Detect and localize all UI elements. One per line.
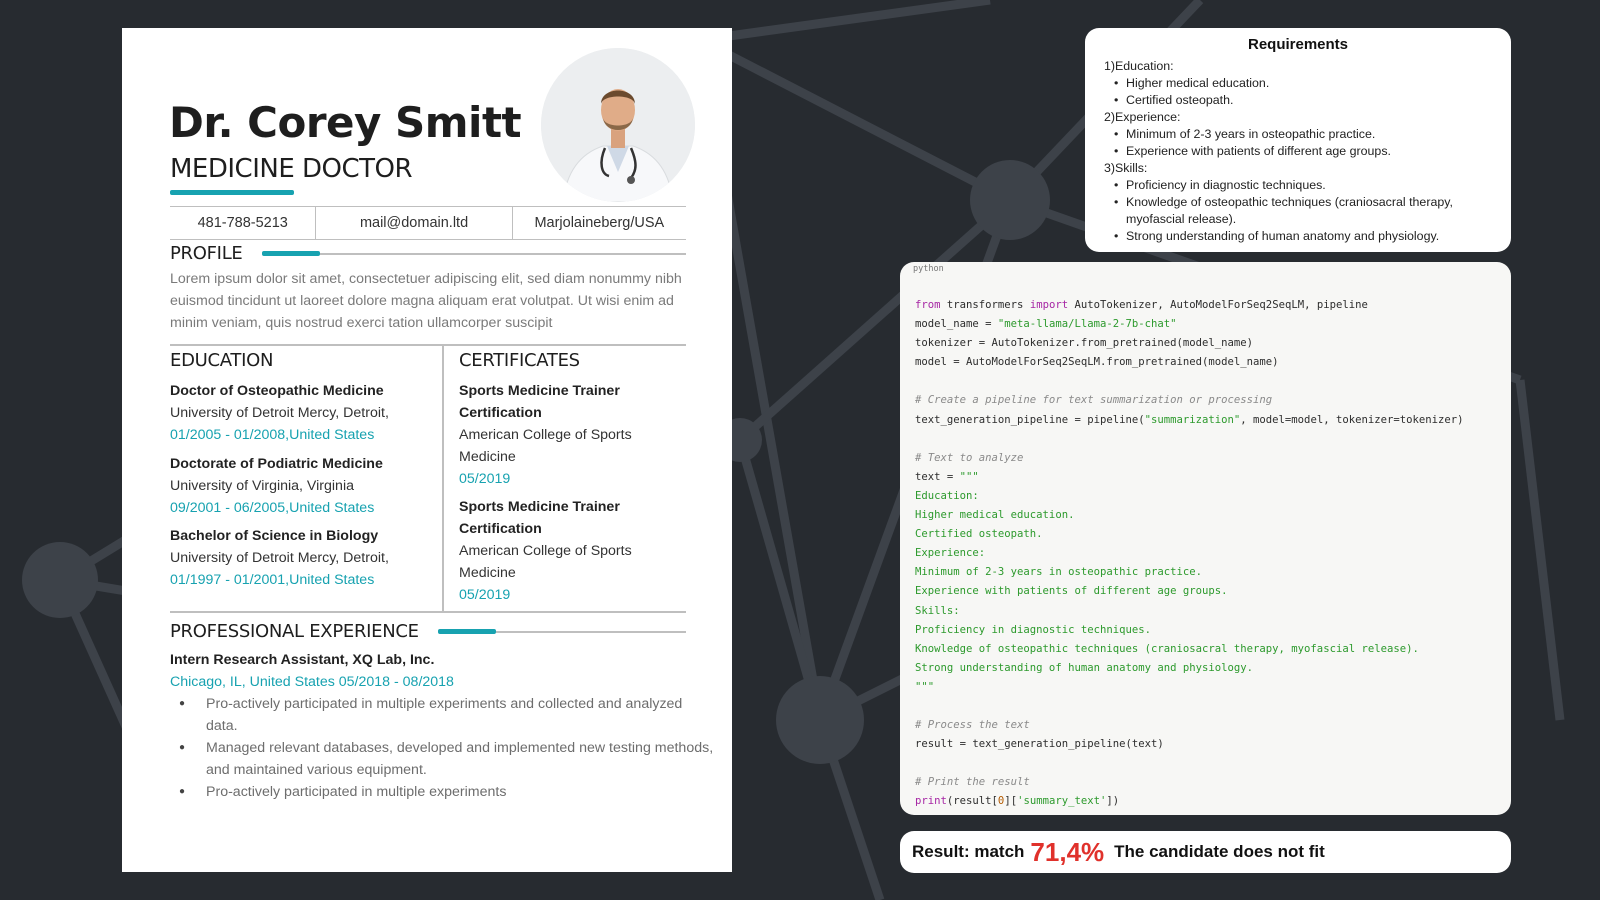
code-string-line: Knowledge of osteopathic techniques (craniosacral therapy, myofascial release). (915, 642, 1419, 655)
experience-bullets (170, 693, 716, 803)
result-verdict: The candidate does not fit (1114, 842, 1325, 861)
certificate-item (459, 496, 699, 606)
requirement-section-heading: 3)Skills: (1104, 161, 1148, 175)
certificate-name: Certification (459, 521, 542, 537)
certificate-org: American College of Sports (459, 427, 632, 443)
code-string-line: Strong understanding of human anatomy and physiology. (915, 661, 1254, 674)
code-token: 'summary_text' (1017, 795, 1107, 808)
doctor-portrait-icon (541, 48, 695, 202)
education-dates: 01/1997 - 01/2001,United States (170, 572, 375, 588)
code-string-line: Education: (915, 489, 979, 502)
school-name: University of Detroit Mercy, Detroit, (170, 405, 389, 421)
requirements-list (1104, 58, 1504, 245)
experience-heading: PROFESSIONAL EXPERIENCE (170, 621, 419, 642)
resume-name: Dr. Corey Smitt (169, 98, 522, 147)
code-token: print (915, 795, 947, 808)
code-token: import (1029, 299, 1069, 311)
code-token: (result[ (946, 795, 998, 808)
requirement-item: • Experience with patients of different age groups. (1126, 143, 1504, 160)
list-item: ● Pro-actively participated in multiple experiments (206, 781, 716, 803)
education-dates: 01/2005 - 01/2008,United States (170, 427, 375, 443)
resume-document (122, 28, 732, 872)
code-token: from (915, 299, 941, 311)
profile-accent-bar (262, 251, 320, 256)
experience-role: Intern Research Assistant, XQ Lab, Inc. (170, 652, 435, 668)
certificate-name: Sports Medicine Trainer (459, 383, 620, 399)
requirements-card (1085, 28, 1511, 252)
divider (170, 344, 686, 346)
education-item (170, 453, 440, 519)
code-string-line: Proficiency in diagnostic techniques. (915, 623, 1151, 636)
list-item: ● Managed relevant databases, developed and implemented new testing methods, and maintained various equipment. (206, 737, 716, 781)
code-line: tokenizer = AutoTokenizer.from_pretrained(model_name) (915, 337, 1254, 350)
requirement-item: • Minimum of 2-3 years in osteopathic practice. (1126, 126, 1504, 143)
code-comment: # Process the text (915, 719, 1030, 732)
code-content[interactable] (915, 296, 1464, 812)
requirement-item: • Strong understanding of human anatomy and physiology. (1126, 228, 1504, 245)
contact-info-bar (170, 206, 686, 240)
code-line: result = text_generation_pipeline(text) (915, 738, 1164, 751)
code-string-line: Minimum of 2-3 years in osteopathic practice. (915, 566, 1203, 579)
code-comment: # Create a pipeline for text summarization or processing (915, 394, 1273, 407)
code-language-label: python (913, 264, 944, 274)
certificates-heading: CERTIFICATES (459, 350, 580, 371)
certificate-org: Medicine (459, 565, 516, 581)
profile-heading: PROFILE (170, 243, 243, 264)
code-token: text_generation_pipeline = pipeline( (915, 413, 1145, 426)
code-token: ]) (1106, 795, 1120, 808)
education-item (170, 525, 440, 591)
education-heading: EDUCATION (170, 350, 274, 371)
code-comment: # Print the result (915, 776, 1030, 789)
column-divider (442, 345, 444, 611)
match-percentage: 71,4% (1030, 836, 1105, 867)
certificate-name: Sports Medicine Trainer (459, 499, 620, 515)
requirement-item: • Higher medical education. (1126, 75, 1504, 92)
school-name: University of Detroit Mercy, Detroit, (170, 550, 389, 566)
code-token: 0 (997, 795, 1005, 808)
requirement-section-heading: 2)Experience: (1104, 110, 1181, 124)
profile-text: Lorem ipsum dolor sit amet, consectetuer adipiscing elit, sed diam nonummy nibh euismod tincidunt ut laoreet dolore magna aliquam erat volutpat. Ut wisi enim ad minim veniam, quis nostrud exerci tation ullamcorper suscipit (170, 271, 682, 331)
degree-name: Bachelor of Science in Biology (170, 528, 379, 544)
requirement-item: • Certified osteopath. (1126, 92, 1504, 109)
code-token: , model=model, tokenizer=tokenizer) (1240, 413, 1464, 426)
experience-item (170, 649, 690, 693)
experience-accent-bar (438, 629, 496, 634)
code-token: ][ (1004, 795, 1018, 808)
contact-email[interactable]: mail@domain.ltd (315, 207, 511, 239)
title-accent-bar (170, 190, 294, 195)
code-token: text = (915, 470, 960, 483)
code-string-line: Skills: (915, 604, 960, 617)
certificate-name: Certification (459, 405, 542, 421)
requirement-item: • Proficiency in diagnostic techniques. (1126, 177, 1504, 194)
code-comment: # Text to analyze (915, 451, 1024, 464)
resume-job-title: MEDICINE DOCTOR (170, 154, 413, 184)
code-block[interactable] (900, 262, 1511, 815)
profile-rule (320, 253, 686, 255)
school-name: University of Virginia, Virginia (170, 478, 354, 494)
list-item: ● Pro-actively participated in multiple experiments and collected and analyzed data. (206, 693, 716, 737)
code-string-line: Certified osteopath. (915, 528, 1043, 541)
certificate-org: Medicine (459, 449, 516, 465)
code-token: transformers (940, 299, 1030, 311)
code-token: AutoTokenizer, AutoModelForSeq2SeqLM, pipeline (1068, 299, 1368, 311)
experience-rule (496, 631, 686, 633)
degree-name: Doctorate of Podiatric Medicine (170, 456, 383, 472)
code-token: model_name = (915, 318, 998, 331)
code-string-line: Experience: (915, 547, 986, 560)
requirement-section-heading: 1)Education: (1104, 59, 1174, 73)
requirements-title: Requirements (1247, 36, 1349, 53)
certificate-date: 05/2019 (459, 587, 511, 603)
code-token: "meta-llama/Llama-2-7b-chat" (997, 318, 1177, 331)
result-label: Result: match (912, 842, 1025, 861)
contact-location: Marjolaineberg/USA (512, 207, 686, 239)
code-string-line: Experience with patients of different age groups. (915, 585, 1228, 598)
result-bar (900, 831, 1511, 873)
code-token: "summarization" (1144, 413, 1241, 426)
certificate-item (459, 380, 699, 490)
education-item (170, 380, 440, 446)
code-token: """ (959, 470, 979, 483)
degree-name: Doctor of Osteopathic Medicine (170, 383, 384, 399)
requirement-item: • Knowledge of osteopathic techniques (craniosacral therapy, myofascial release). (1126, 194, 1504, 228)
contact-phone[interactable]: 481-788-5213 (197, 215, 288, 231)
code-line: model = AutoModelForSeq2SeqLM.from_pretrained(model_name) (915, 356, 1279, 369)
divider (170, 611, 686, 613)
certificate-date: 05/2019 (459, 471, 511, 487)
code-string-line: Higher medical education. (915, 509, 1075, 522)
certificate-org: American College of Sports (459, 543, 632, 559)
experience-location-dates: Chicago, IL, United States 05/2018 - 08/2018 (170, 674, 454, 690)
code-string-line: """ (915, 680, 935, 693)
education-dates: 09/2001 - 06/2005,United States (170, 500, 375, 516)
